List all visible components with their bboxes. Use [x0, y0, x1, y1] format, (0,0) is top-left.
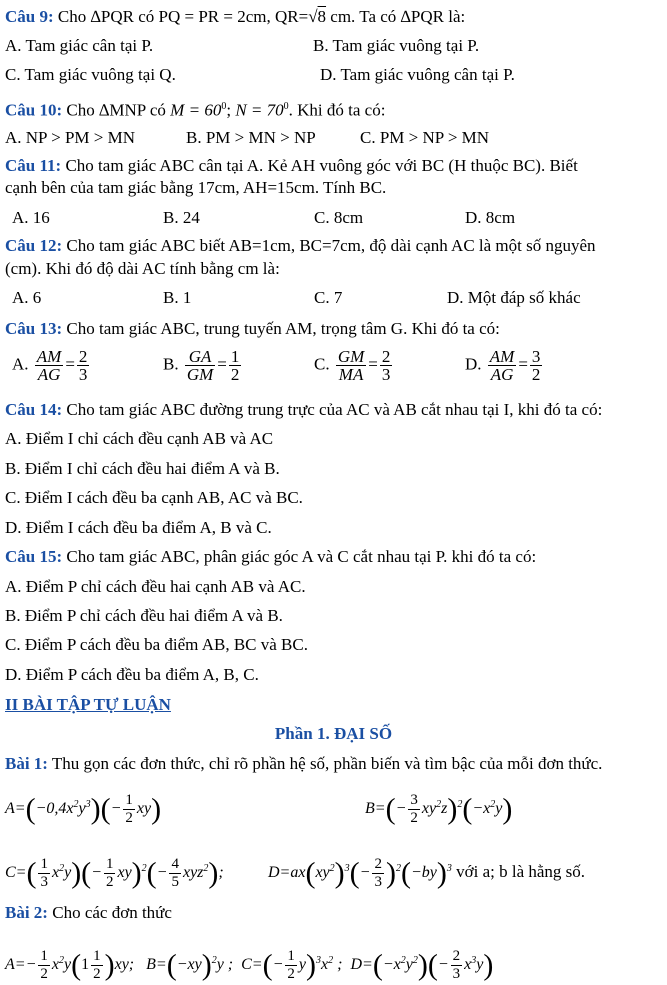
- option-b: B. 24: [163, 208, 200, 227]
- sqrt-symbol: √: [308, 7, 318, 26]
- question-11: Câu 11: Cho tam giác ABC cân tại A. Kẻ AH vuông góc với BC (H thuộc BC). Biết: [5, 156, 578, 175]
- question-11-cont: cạnh bên của tam giác bằng 17cm, AH=15cm. Tính BC.: [5, 178, 387, 197]
- formula-d: $D=ax(xy^2)^3(-$ $\frac{2}{3}$ )$^2(-by)^3$ với a; b là hằng số.: [268, 856, 586, 890]
- question-14: Câu 14: Cho tam giác ABC đường trung trực của AC và AB cắt nhau tại I, khi đó ta có:: [5, 400, 603, 419]
- question-13: Câu 13: Cho tam giác ABC, trung tuyến AM, trọng tâm G. Khi đó ta có:: [5, 319, 500, 338]
- question-10: Câu 10: Cho ∆MNP có $M = 60^0$; $N = 70^0$. Khi đó ta có:: [5, 100, 386, 120]
- question-label: Câu 9:: [5, 7, 54, 26]
- option-a: A. 6: [12, 288, 42, 307]
- option-a: A. $\frac{AM}{AG}$ = $\frac{2}{3}$: [12, 347, 88, 384]
- option-c: C. Tam giác vuông tại Q.: [5, 65, 176, 84]
- question-label: Câu 13:: [5, 319, 63, 338]
- option-c: C. Điểm I cách đều ba cạnh AB, AC và BC.: [5, 488, 303, 507]
- option-c: C. PM > NP > MN: [360, 128, 490, 147]
- question-label: Câu 14:: [5, 400, 63, 419]
- formula-list: A=− $\frac{1}{2}$ $x^2y(1$ $\frac{1}{2}$ )xy; $B=(-xy)^2y$ ; C=(− $\frac{1}{2}$ $y)^3x^2$ ; $D=(-x^2y^2)(-$ $\frac{2}{3}$ $x^3y$): [5, 948, 494, 982]
- option-b: B. $\frac{GA}{GM}$ = $\frac{1}{2}$: [163, 347, 240, 384]
- option-c: C. 7: [314, 288, 343, 307]
- option-b: B. Tam giác vuông tại P.: [313, 36, 480, 55]
- exercise-label: Bài 1:: [5, 754, 48, 773]
- option-a: A. Điểm P chỉ cách đều hai cạnh AB và AC.: [5, 577, 306, 596]
- option-b: B. Điểm I chỉ cách đều hai điểm A và B.: [5, 459, 280, 478]
- section-heading: II BÀI TẬP TỰ LUẬN: [5, 695, 171, 714]
- formula-c: C=( $\frac{1}{3}$ $x^2y)(-$ $\frac{1}{2}$ xy)$^2$(− $\frac{4}{5}$ xyz$^2$);: [5, 856, 224, 890]
- option-c: C. $\frac{GM}{MA}$ = $\frac{2}{3}$: [314, 347, 391, 384]
- option-d: D. $\frac{AM}{AG}$ = $\frac{3}{2}$: [465, 347, 541, 384]
- formula-b: B=(− $\frac{3}{2}$ $xy^2z)^2(-x^2y)$: [365, 792, 513, 826]
- question-label: Câu 10:: [5, 100, 63, 120]
- option-a: A. 16: [12, 208, 50, 227]
- question-label: Câu 11:: [5, 156, 62, 175]
- question-label: Câu 15:: [5, 547, 63, 566]
- part-heading: Phần 1. ĐẠI SỐ: [274, 724, 393, 743]
- option-a: A. Điểm I chỉ cách đều cạnh AB và AC: [5, 429, 274, 448]
- option-c: C. Điểm P cách đều ba điểm AB, BC và BC.: [5, 635, 308, 654]
- question-15: Câu 15: Cho tam giác ABC, phân giác góc A và C cắt nhau tại P. khi đó ta có:: [5, 547, 537, 566]
- question-label: Câu 12:: [5, 236, 63, 255]
- option-d: D. Điểm P cách đều ba điểm A, B, C.: [5, 665, 259, 684]
- exercise-1: Bài 1: Thu gọn các đơn thức, chỉ rõ phần hệ số, phần biến và tìm bậc của mỗi đơn thức.: [5, 754, 603, 773]
- exercise-2: Bài 2: Cho các đơn thức: [5, 903, 172, 922]
- question-9: Câu 9: Cho ∆PQR có PQ = PR = 2cm, QR=√8 cm. Ta có ∆PQR là:: [5, 7, 466, 26]
- option-d: D. 8cm: [465, 208, 516, 227]
- option-b: B. 1: [163, 288, 192, 307]
- option-d: D. Điểm I cách đều ba điểm A, B và C.: [5, 518, 272, 537]
- option-c: C. 8cm: [314, 208, 364, 227]
- exercise-label: Bài 2:: [5, 903, 48, 922]
- option-a: A. Tam giác cân tại P.: [5, 36, 154, 55]
- question-12: Câu 12: Cho tam giác ABC biết AB=1cm, BC=7cm, độ dài cạnh AC là một số nguyên: [5, 236, 596, 255]
- formula-a: $A=(-0,4x^2y^3)(-$ $\frac{1}{2}$ xy): [5, 792, 162, 826]
- question-12-cont: (cm). Khi đó độ dài AC tính bằng cm là:: [5, 259, 280, 278]
- option-a: A. NP > PM > MN: [5, 128, 136, 147]
- option-d: D. Một đáp số khác: [447, 288, 581, 307]
- option-b: B. PM > MN > NP: [186, 128, 316, 147]
- option-d: D. Tam giác vuông cân tại P.: [320, 65, 515, 84]
- option-b: B. Điểm P chỉ cách đều hai điểm A và B.: [5, 606, 283, 625]
